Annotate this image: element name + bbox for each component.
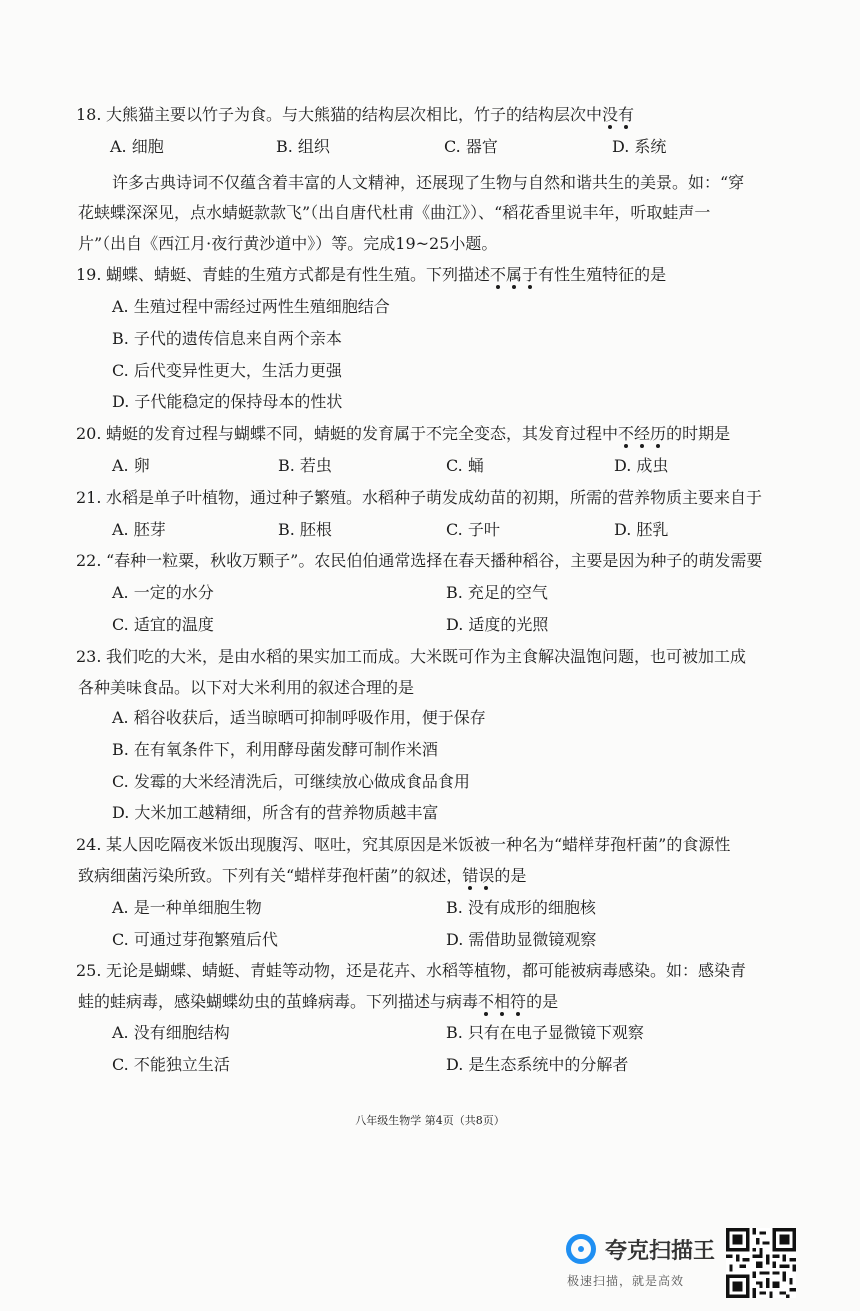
emphasis-text bbox=[478, 992, 526, 1011]
stem-text: 蝴蝶、蜻蜓、青蛙的生殖方式都是有性生殖。下列描述 bbox=[106, 265, 491, 284]
emphasis-char: 相 bbox=[494, 992, 511, 1011]
q19-option-b: B. 子代的遗传信息来自两个亲本 bbox=[112, 329, 342, 348]
q25-stem-line-2 bbox=[78, 991, 558, 1013]
q21-option-a: A. 胚芽 bbox=[112, 520, 166, 539]
q18-option-a: A. 细胞 bbox=[110, 137, 164, 156]
stem-text: 无论是蝴蝶、蜻蜓、青蛙等动物，还是花卉、水稻等植物，都可能被病毒感染。如：感染青 bbox=[106, 961, 747, 980]
q23-option-c: C. 发霉的大米经清洗后，可继续放心做成食品食用 bbox=[112, 772, 470, 791]
q20-stem bbox=[76, 423, 730, 445]
q19-option-a: A. 生殖过程中需经过两性生殖细胞结合 bbox=[112, 297, 390, 316]
emphasis-char: 不 bbox=[478, 992, 495, 1011]
q18-stem bbox=[76, 104, 634, 126]
question-number: 21. bbox=[76, 488, 102, 507]
emphasis-char: 属 bbox=[506, 265, 523, 284]
stem-text: 的时期是 bbox=[666, 424, 731, 443]
stem-text: 的是 bbox=[526, 992, 559, 1011]
q18-option-d: D. 系统 bbox=[612, 137, 667, 156]
q23-stem-line-2: 各种美味食品。以下对大米利用的叙述合理的是 bbox=[78, 678, 415, 697]
q22-stem bbox=[76, 550, 762, 572]
q25-option-b: B. 只有在电子显微镜下观察 bbox=[446, 1023, 644, 1042]
qr-code-icon bbox=[726, 1228, 796, 1298]
q22-option-c: C. 适宜的温度 bbox=[112, 615, 214, 634]
stem-text: 有性生殖特征的是 bbox=[538, 265, 667, 284]
q20-option-c: C. 蛹 bbox=[446, 456, 484, 475]
q23-stem-line-1 bbox=[76, 646, 746, 668]
emphasis-char: 有 bbox=[618, 105, 635, 124]
question-number: 18. bbox=[76, 105, 102, 124]
scanner-name: 夸克扫描王 bbox=[605, 1239, 716, 1264]
q18-option-b: B. 组织 bbox=[276, 137, 330, 156]
q25-option-a: A. 没有细胞结构 bbox=[112, 1023, 230, 1042]
q20-option-a: A. 卵 bbox=[112, 456, 150, 475]
scanner-logo-icon bbox=[566, 1234, 596, 1264]
q21-option-d: D. 胚乳 bbox=[614, 520, 669, 539]
emphasis-char: 经 bbox=[634, 424, 651, 443]
stem-text: 蛙的蛙病毒，感染蝴蝶幼虫的茧蜂病毒。下列描述与病毒 bbox=[78, 992, 479, 1011]
q20-option-b: B. 若虫 bbox=[278, 456, 332, 475]
question-number: 20. bbox=[76, 424, 102, 443]
emphasis-char: 没 bbox=[602, 105, 619, 124]
stem-text: 蜻蜓的发育过程与蝴蝶不同，蜻蜓的发育属于不完全变态，其发育过程中 bbox=[106, 424, 619, 443]
emphasis-char: 于 bbox=[522, 265, 539, 284]
scanner-tagline: 极速扫描，就是高效 bbox=[567, 1274, 685, 1288]
q21-option-c: C. 子叶 bbox=[446, 520, 500, 539]
q25-option-d: D. 是生态系统中的分解者 bbox=[446, 1055, 629, 1074]
emphasis-text bbox=[618, 424, 666, 443]
question-number: 23. bbox=[76, 647, 102, 666]
q25-option-c: C. 不能独立生活 bbox=[112, 1055, 230, 1074]
emphasis-text bbox=[602, 105, 634, 124]
stem-text: 大熊猫主要以竹子为食。与大熊猫的结构层次相比，竹子的结构层次中 bbox=[106, 105, 603, 124]
passage-line-3: 片”（出自《西江月·夜行黄沙道中》）等。完成19~25小题。 bbox=[78, 234, 498, 253]
stem-text: 水稻是单子叶植物，通过种子繁殖。水稻种子萌发成幼苗的初期，所需的营养物质主要来自于 bbox=[106, 488, 763, 507]
q22-option-d: D. 适度的光照 bbox=[446, 615, 549, 634]
emphasis-text bbox=[490, 265, 538, 284]
emphasis-char: 不 bbox=[618, 424, 635, 443]
question-number: 19. bbox=[76, 265, 102, 284]
q24-option-c: C. 可通过芽孢繁殖后代 bbox=[112, 930, 278, 949]
q19-option-d: D. 子代能稳定的保持母本的性状 bbox=[112, 392, 343, 411]
page-footer: 八年级生物学 第4页（共8页） bbox=[355, 1114, 505, 1127]
q23-option-d: D. 大米加工越精细，所含有的营养物质越丰富 bbox=[112, 803, 439, 822]
emphasis-char: 符 bbox=[510, 992, 527, 1011]
stem-text: “春种一粒粟，秋收万颗子”。农民伯伯通常选择在春天播种稻谷，主要是因为种子的萌发需要 bbox=[106, 551, 763, 570]
q23-option-b: B. 在有氧条件下，利用酵母菌发酵可制作米酒 bbox=[112, 740, 438, 759]
passage-line-2: 花蛱蝶深深见，点水蜻蜓款款飞”（出自唐代杜甫《曲江》）、“稻花香里说丰年，听取蛙声一 bbox=[78, 203, 711, 222]
emphasis-char: 历 bbox=[650, 424, 667, 443]
question-number: 22. bbox=[76, 551, 102, 570]
emphasis-char: 错 bbox=[462, 866, 479, 885]
q22-option-b: B. 充足的空气 bbox=[446, 583, 548, 602]
scanner-logo bbox=[563, 1228, 723, 1294]
q22-option-a: A. 一定的水分 bbox=[112, 583, 214, 602]
emphasis-char: 不 bbox=[490, 265, 507, 284]
question-number: 25. bbox=[76, 961, 102, 980]
emphasis-char: 误 bbox=[478, 866, 495, 885]
q21-option-b: B. 胚根 bbox=[278, 520, 332, 539]
q20-option-d: D. 成虫 bbox=[614, 456, 669, 475]
stem-text: 致病细菌污染所致。下列有关“蜡样芽孢杆菌”的叙述， bbox=[78, 866, 463, 885]
stem-text: 我们吃的大米，是由水稻的果实加工而成。大米既可作为主食解决温饱问题，也可被加工成 bbox=[106, 647, 747, 666]
q25-stem-line-1 bbox=[76, 960, 746, 982]
q23-option-a: A. 稻谷收获后，适当晾晒可抑制呼吸作用，便于保存 bbox=[112, 708, 486, 727]
q24-stem-line-1 bbox=[76, 834, 730, 856]
stem-text: 某人因吃隔夜米饭出现腹泻、呕吐，究其原因是米饭被一种名为“蜡样芽孢杆菌”的食源性 bbox=[106, 835, 731, 854]
q24-stem-line-2 bbox=[78, 865, 526, 887]
q18-option-c: C. 器官 bbox=[444, 137, 498, 156]
question-number: 24. bbox=[76, 835, 102, 854]
q19-stem bbox=[76, 264, 666, 286]
q19-option-c: C. 后代变异性更大，生活力更强 bbox=[112, 361, 342, 380]
emphasis-text bbox=[462, 866, 494, 885]
q21-stem bbox=[76, 487, 762, 509]
passage-line-1: 许多古典诗词不仅蕴含着丰富的人文精神，还展现了生物与自然和谐共生的美景。如：“穿 bbox=[112, 173, 745, 192]
q24-option-d: D. 需借助显微镜观察 bbox=[446, 930, 597, 949]
q24-option-a: A. 是一种单细胞生物 bbox=[112, 898, 262, 917]
q24-option-b: B. 没有成形的细胞核 bbox=[446, 898, 596, 917]
stem-text: 的是 bbox=[494, 866, 527, 885]
